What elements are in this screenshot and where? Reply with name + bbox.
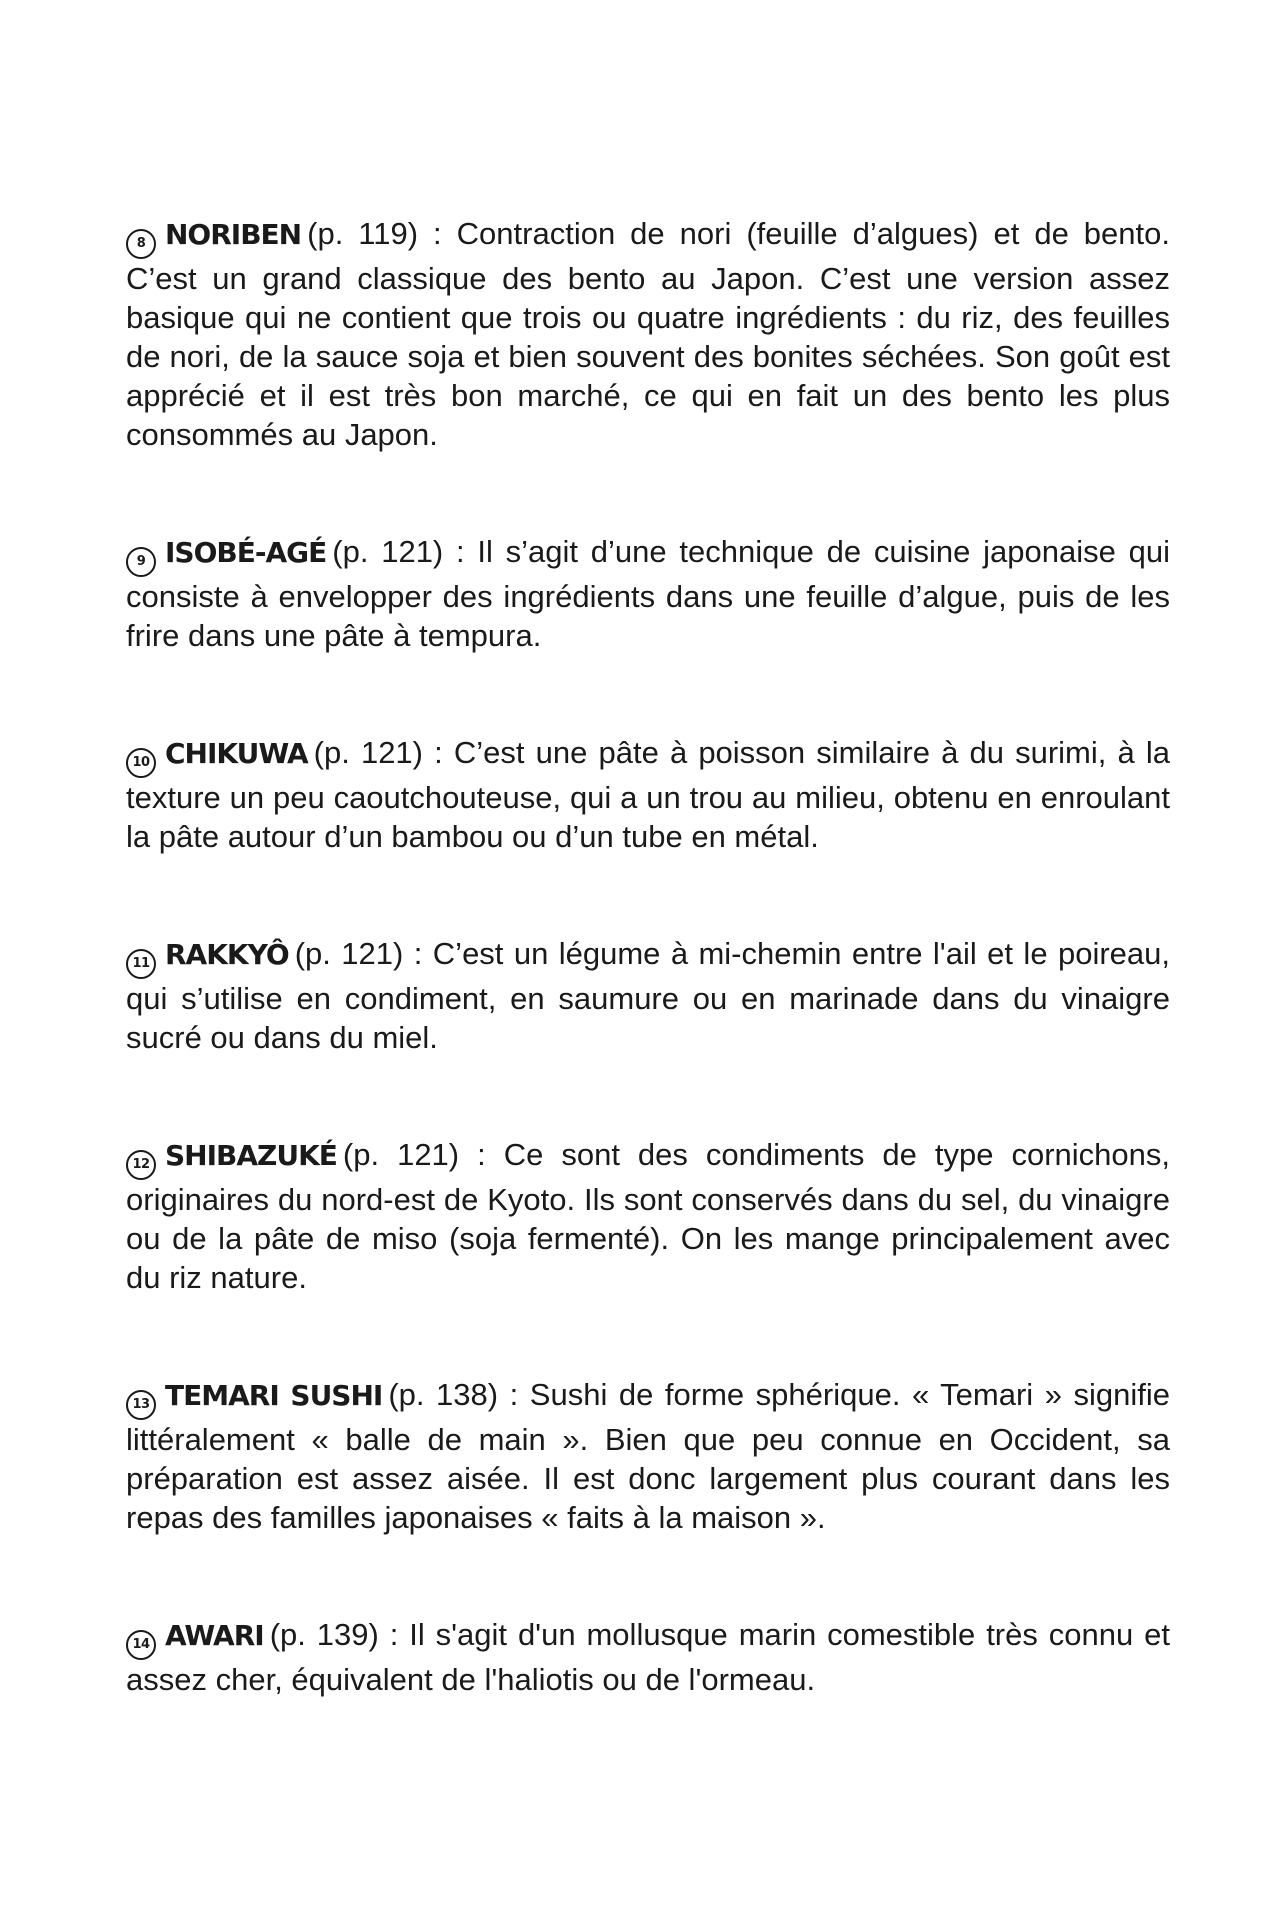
entry-term: SHIBAZUKÉ [165, 1139, 337, 1172]
glossary-entry-temari-sushi [126, 1375, 1170, 1537]
entry-text: (p. 121) : Ce sont des condiments de type cornichons, originaires du nord-est de Kyoto. Ils sont conservés dans du sel, du vinaigre ou de la pâte de miso (soja fermenté). On les mange principalement avec du riz nature. [126, 1137, 1170, 1295]
circled-number-12: 12 [126, 1150, 156, 1180]
entry-text: (p. 121) : C’est un légume à mi-chemin entre l'ail et le poireau, qui s’utilise en condiment, en saumure ou en marinade dans du vinaigre sucré ou dans du miel. [126, 936, 1170, 1055]
entry-term: NORIBEN [165, 218, 302, 251]
circled-number-10: 10 [126, 748, 156, 778]
entry-term: AWARI [165, 1619, 264, 1652]
entry-text: (p. 121) : C’est une pâte à poisson similaire à du surimi, à la texture un peu caoutchouteuse, qui a un trou au milieu, obtenu en enroulant la pâte autour d’un bambou ou d’un tube en métal. [126, 735, 1170, 854]
entry-term: CHIKUWA [165, 737, 308, 770]
entry-term: ISOBÉ-AGÉ [165, 536, 327, 569]
glossary-entry-rakkyo [126, 934, 1170, 1057]
glossary-entry-awari [126, 1615, 1170, 1699]
glossary-entry-noriben [126, 214, 1170, 454]
entry-text: (p. 121) : Il s’agit d’une technique de cuisine japonaise qui consiste à envelopper des ingrédients dans une feuille d’algue, puis de les frire dans une pâte à tempura. [126, 534, 1170, 653]
glossary-entry-isobe-age [126, 532, 1170, 655]
circled-number-13: 13 [126, 1390, 156, 1420]
entry-text: (p. 138) : Sushi de forme sphérique. « Temari » signifie littéralement « balle de main ». Bien que peu connue en Occident, sa préparation est assez aisée. Il est donc largement plus courant dans les repas des familles japonaises « faits à la maison ». [126, 1377, 1171, 1535]
entry-text: (p. 119) : Contraction de nori (feuille d’algues) et de bento. C’est un grand classique des bento au Japon. C’est une version assez basique qui ne contient que trois ou quatre ingrédients : du riz, des feuilles de nori, de la sauce soja et bien souvent des bonites séchées. Son goût est apprécié et il est très bon marché, ce qui en fait un des bento les plus consommés au Japon. [126, 216, 1170, 452]
entry-term: RAKKYÔ [165, 938, 289, 971]
entry-term: TEMARI SUSHI [165, 1379, 383, 1412]
glossary-entry-shibazuke [126, 1135, 1170, 1297]
circled-number-11: 11 [126, 949, 156, 979]
circled-number-14: 14 [126, 1630, 156, 1660]
circled-number-9: 9 [126, 547, 156, 577]
glossary-entry-chikuwa [126, 733, 1170, 856]
circled-number-8: 8 [126, 229, 156, 259]
entry-text: (p. 139) : Il s'agit d'un mollusque marin comestible très connu et assez cher, équivalent de l'haliotis ou de l'ormeau. [126, 1617, 1170, 1697]
glossary-page [126, 214, 1170, 1699]
